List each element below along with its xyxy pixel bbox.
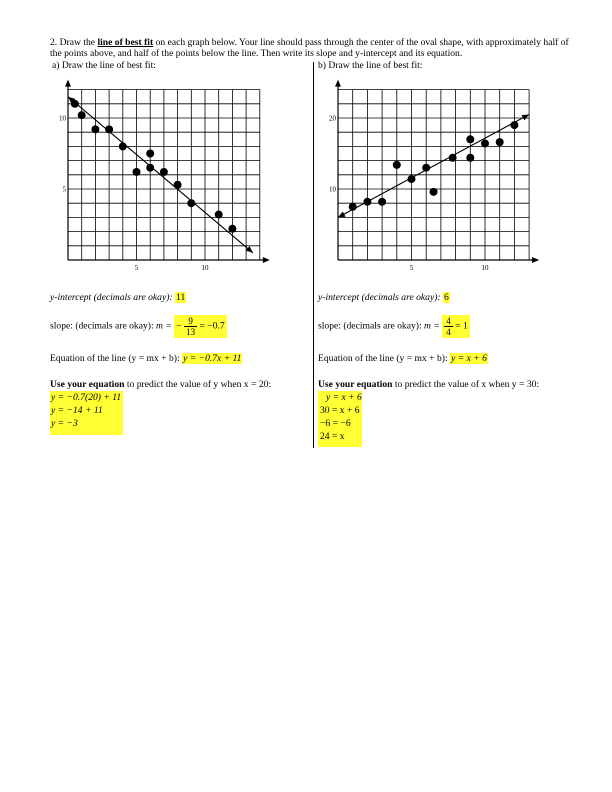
- data-point: [146, 150, 154, 158]
- y-tick-label: 10: [59, 114, 66, 123]
- part-a-title: a) Draw the line of best fit:: [52, 60, 156, 71]
- y-axis-arrow: [65, 80, 71, 87]
- data-point: [187, 199, 195, 207]
- b-work: y = x + 6 30 = x + 6 −6 = −6 24 = x: [320, 392, 362, 442]
- x-tick-label: 10: [481, 264, 489, 272]
- data-point: [349, 203, 357, 211]
- data-point: [91, 125, 99, 133]
- instructions: 2. Draw the line of best fit on each graph below. Your line should pass through the center of the oval shape, with approximately half of the points above, and half of the points below the line. Then write its slope and y-intercept and its equation.: [50, 37, 569, 59]
- data-point: [378, 198, 386, 206]
- data-point: [408, 175, 416, 183]
- x-axis-arrow: [263, 257, 270, 263]
- a-slope-answer: − $\frac{9}{13}$ = −0.7: [176, 316, 225, 337]
- x-tick-label: 5: [409, 264, 414, 272]
- y-tick-label: 10: [329, 185, 336, 194]
- data-point: [430, 188, 438, 196]
- data-point: [363, 198, 371, 206]
- graph-a: [56, 70, 276, 275]
- x-tick-label: 5: [134, 264, 139, 272]
- graph-b: [326, 70, 546, 275]
- data-point: [105, 125, 113, 133]
- b-slope-answer: $\frac{4}{4}$ = 1: [442, 315, 470, 338]
- data-point: [449, 154, 457, 162]
- x-axis-arrow: [532, 257, 539, 263]
- b-equation-answer: y = x + 6: [451, 353, 487, 364]
- x-tick-label: 10: [201, 264, 209, 272]
- data-point: [119, 142, 127, 150]
- b-y-intercept-answer: 6: [444, 292, 449, 303]
- y-tick-label: 5: [62, 185, 66, 194]
- a-equation-answer: y = −0.7x + 11: [183, 353, 242, 364]
- data-point: [481, 140, 489, 148]
- a-slope-row: slope: (decimals are okay): m = − $\frac{9}{13}$ = −0.7: [50, 316, 225, 337]
- a-work: y = −0.7(20) + 11 y = −14 + 11 y = −3: [51, 392, 122, 429]
- data-point: [466, 135, 474, 143]
- data-point: [228, 225, 236, 233]
- data-point: [133, 168, 141, 176]
- data-point: [393, 161, 401, 169]
- b-slope-row: slope: (decimals are okay): m = $\frac{4}{4}$ = 1: [318, 316, 468, 337]
- y-axis-arrow: [335, 80, 341, 87]
- data-point: [174, 181, 182, 189]
- b-y-intercept-row: y-intercept (decimals are okay): 6: [318, 292, 449, 303]
- a-y-intercept-answer: 11: [176, 292, 186, 303]
- data-point: [422, 164, 430, 172]
- b-equation-row: Equation of the line (y = mx + b): y = x + 6: [318, 353, 487, 364]
- part-b-title: b) Draw the line of best fit:: [318, 60, 423, 71]
- a-predict-prompt: Use your equation to predict the value of y when x = 20:: [50, 379, 272, 390]
- data-point: [510, 121, 518, 129]
- column-divider: [313, 62, 314, 448]
- data-point: [160, 168, 168, 176]
- b-predict-prompt: Use your equation to predict the value of x when y = 30:: [318, 379, 540, 390]
- y-tick-label: 20: [329, 114, 336, 123]
- data-point: [71, 100, 79, 108]
- a-equation-row: Equation of the line (y = mx + b): y = −0.7x + 11: [50, 353, 242, 364]
- a-y-intercept-row: y-intercept (decimals are okay): 11: [50, 292, 186, 303]
- data-point: [146, 164, 154, 172]
- data-point: [215, 211, 223, 219]
- data-point: [496, 138, 504, 146]
- data-point: [466, 154, 474, 162]
- data-point: [78, 111, 86, 119]
